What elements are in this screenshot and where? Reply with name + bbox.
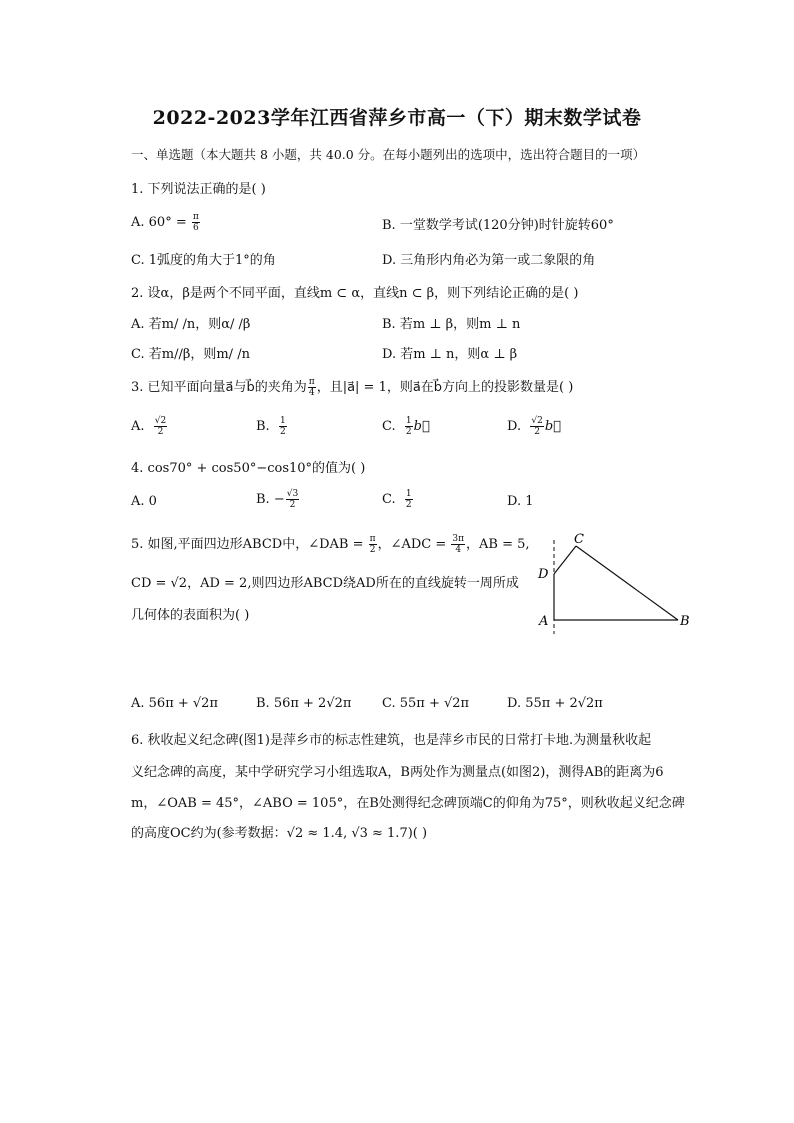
label-c: C — [574, 532, 584, 547]
q4-option-a: A. 0 — [131, 494, 157, 509]
edge-cb — [576, 546, 678, 620]
q6-stem-line2: 义纪念碑的高度，某中学研究学习小组选取A，B两处作为测量点(如图2)，测得AB的距离为6 — [131, 765, 664, 780]
q5-option-b: B. 56π + 2√2π — [256, 696, 352, 711]
q6-stem-line3: m，∠OAB = 45°，∠ABO = 105°，在B处测得纪念碑顶端C的仰角为75°，则秋收起义纪念碑 — [131, 796, 685, 811]
q3-stem: 3. 已知平面向量a⃗与b⃗的夹角为 $\frac{\pi}{4}$ ，且|a⃗| = 1，则a⃗在b⃗方向上的投影数量是( ) — [131, 377, 574, 398]
q1-option-d: D. 三角形内角必为第一或二象限的角 — [382, 253, 596, 268]
q5-option-d: D. 55π + 2√2π — [507, 696, 603, 711]
quadrilateral-figure — [530, 528, 700, 638]
q5-option-c: C. 55π + √2π — [382, 696, 470, 711]
page-title: 2022-2023学年江西省萍乡市高一（下）期末数学试卷 — [152, 107, 642, 129]
q1-stem: 1. 下列说法正确的是( ) — [131, 182, 266, 197]
q1-option-a: A. 60° = $\frac{\pi}{6}$ — [131, 212, 199, 233]
q6-stem-line1: 6. 秋收起义纪念碑(图1)是萍乡市的标志性建筑，也是萍乡市民的日常打卡地.为测量秋收起 — [131, 733, 652, 748]
q4-option-b: B. − $\frac{√3}{2}$ — [256, 489, 299, 510]
q4-option-c: C. $\frac{1}{2}$ — [382, 489, 412, 510]
label-a: A — [539, 614, 549, 629]
q5-stem-line2: CD = √2，AD = 2,则四边形ABCD绕AD所在的直线旋转一周所成 — [131, 576, 519, 591]
q6-stem-line4: 的高度OC约为(参考数据：√2 ≈ 1.4, √3 ≈ 1.7)( ) — [131, 826, 428, 841]
section-header: 一、单选题（本大题共 8 小题，共 40.0 分。在每小题列出的选项中，选出符合题目的一项） — [131, 147, 646, 162]
q5-stem-line1: 5. 如图,平面四边形ABCD中，∠DAB = $\frac{\pi}{2}$ ，∠ADC = $\frac{3\pi}{4}$ ，AB = 5, — [131, 534, 530, 555]
edge-dc — [554, 546, 576, 574]
q4-stem: 4. cos70° + cos50°−cos10°的值为( ) — [131, 461, 366, 476]
q1-option-b: B. 一堂数学考试(120分钟)时针旋转60° — [382, 218, 614, 233]
q1-option-c: C. 1弧度的角大于1°的角 — [131, 253, 276, 268]
q2-option-a: A. 若m/ /n，则α/ /β — [131, 317, 251, 332]
q3-option-a: A. $\frac{√2}{2}$ — [131, 416, 167, 437]
q2-option-c: C. 若m//β，则m/ /n — [131, 347, 250, 362]
q5-option-a: A. 56π + √2π — [131, 696, 218, 711]
label-b: B — [680, 614, 690, 629]
q2-option-d: D. 若m ⊥ n，则α ⊥ β — [382, 347, 518, 362]
label-d: D — [538, 567, 549, 582]
q2-stem: 2. 设α，β是两个不同平面，直线m ⊂ α，直线n ⊂ β，则下列结论正确的是( ) — [131, 286, 579, 301]
q2-option-b: B. 若m ⊥ β，则m ⊥ n — [382, 317, 521, 332]
q3-option-b: B. $\frac{1}{2}$ — [256, 416, 286, 437]
q3-option-d: D. $\frac{√2}{2}$ b⃗ — [507, 416, 561, 437]
q5-stem-line3: 几何体的表面积为( ) — [131, 608, 250, 623]
q3-option-c: C. $\frac{1}{2}$ b⃗ — [382, 416, 430, 437]
q4-option-d: D. 1 — [507, 494, 534, 509]
